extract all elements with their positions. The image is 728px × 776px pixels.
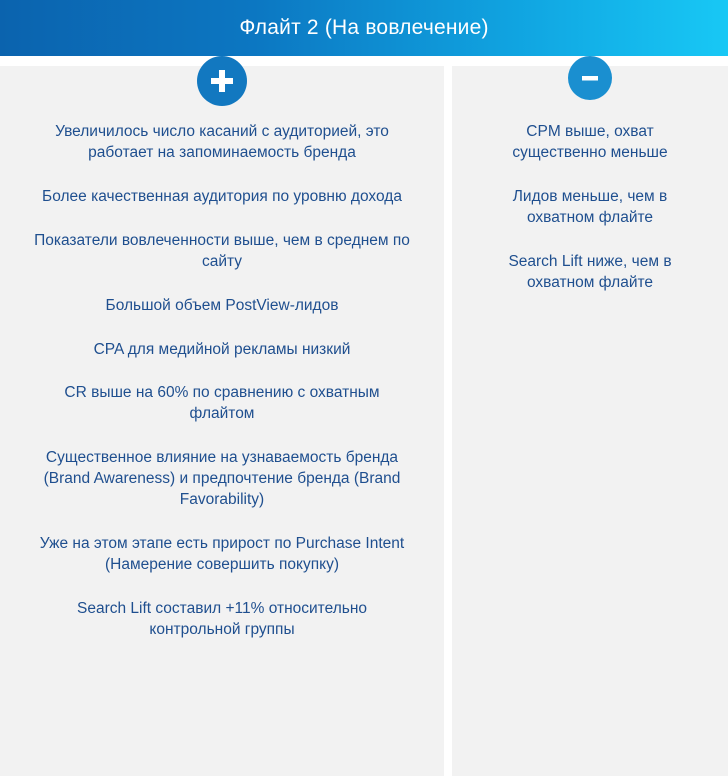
cons-column [452, 66, 728, 776]
list-item: Увеличилось число касаний с аудиторией, это работает на запоминаемость бренда [55, 123, 389, 161]
plus-icon [197, 56, 247, 106]
list-item: Существенное влияние на узнаваемость бренда (Brand Awareness) и предпочтение бренда (Brand Favorability) [43, 449, 401, 509]
page-title: Флайт 2 (На вовлечение) [239, 16, 489, 39]
list-item: Показатели вовлеченности выше, чем в среднем по сайту [34, 231, 410, 270]
list-item: Более качественная аудитория по уровню дохода [42, 187, 402, 205]
pros-column [0, 66, 444, 776]
list-item: Большой объем PostView-лидов [105, 296, 339, 314]
list-item: CR выше на 60% по сравнению с охватным флайтом [64, 384, 380, 423]
minus-icon [568, 56, 612, 100]
list-item: Лидов меньше, чем в охватном флайте [512, 187, 668, 226]
comparison-columns [0, 66, 728, 776]
pros-list [0, 122, 444, 641]
list-item: Search Lift ниже, чем в охватном флайте [508, 252, 672, 291]
list-item: Уже на этом этапе есть прирост по Purchase Intent (Намерение совершить покупку) [39, 535, 405, 573]
slide-header [0, 0, 728, 56]
cons-list [452, 122, 728, 294]
list-item: CPA для медийной рекламы низкий [93, 340, 351, 358]
list-item: CPM выше, охват существенно меньше [512, 123, 668, 161]
list-item: Search Lift составил +11% относительно контрольной группы [76, 599, 367, 638]
